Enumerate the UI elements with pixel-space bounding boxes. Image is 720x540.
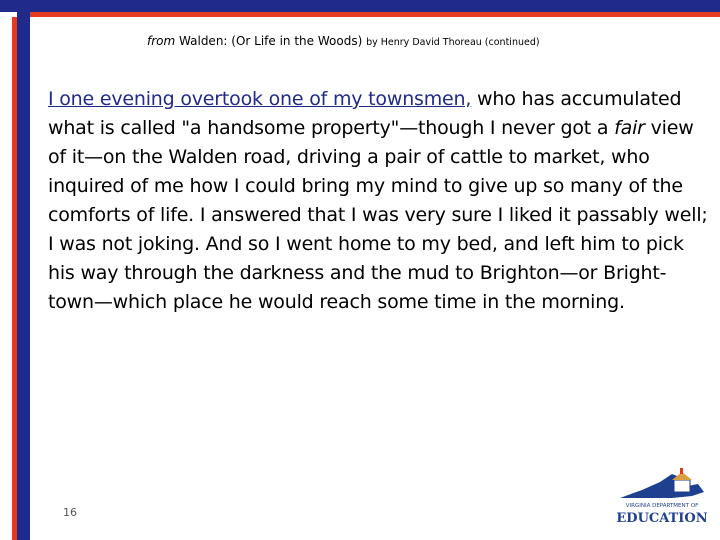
schoolhouse-icon xyxy=(674,480,690,492)
virginia-doe-logo xyxy=(612,462,712,532)
top-accent-bar xyxy=(30,12,720,17)
passage-part-2: view of it—on the Walden road, driving a pair of cattle to market, who inquired of me how I could bring my mind to give up so many of the comforts of life. I answered that I was very sure I liked it passably well; I was not joking. And so I went home to my bed, and left him to pick his way through the darkness and the mud to Brighton—or Bright-town—which place he would reach some time in the morning. xyxy=(48,117,708,313)
passage-text xyxy=(48,85,708,317)
title-work: Walden: (Or Life in the Woods) xyxy=(179,34,363,48)
title-from: from xyxy=(147,34,176,48)
passage-italic-word: fair xyxy=(614,117,645,139)
logo-line-2: EDUCATION xyxy=(616,511,708,526)
passage-part-1: who has accumulated what is called "a handsome property"—though I never got a xyxy=(48,88,682,139)
virginia-map-shape xyxy=(620,474,704,498)
top-frame-bar xyxy=(0,0,720,12)
left-frame-bar xyxy=(17,0,30,540)
logo-line-1: VIRGINIA DEPARTMENT OF xyxy=(625,503,699,509)
left-accent-bar xyxy=(12,17,17,540)
passage-link[interactable]: I one evening overtook one of my townsmen, xyxy=(48,88,472,110)
page-number: 16 xyxy=(63,506,77,519)
slide-title xyxy=(147,34,540,48)
title-author: by Henry David Thoreau (continued) xyxy=(366,37,540,48)
